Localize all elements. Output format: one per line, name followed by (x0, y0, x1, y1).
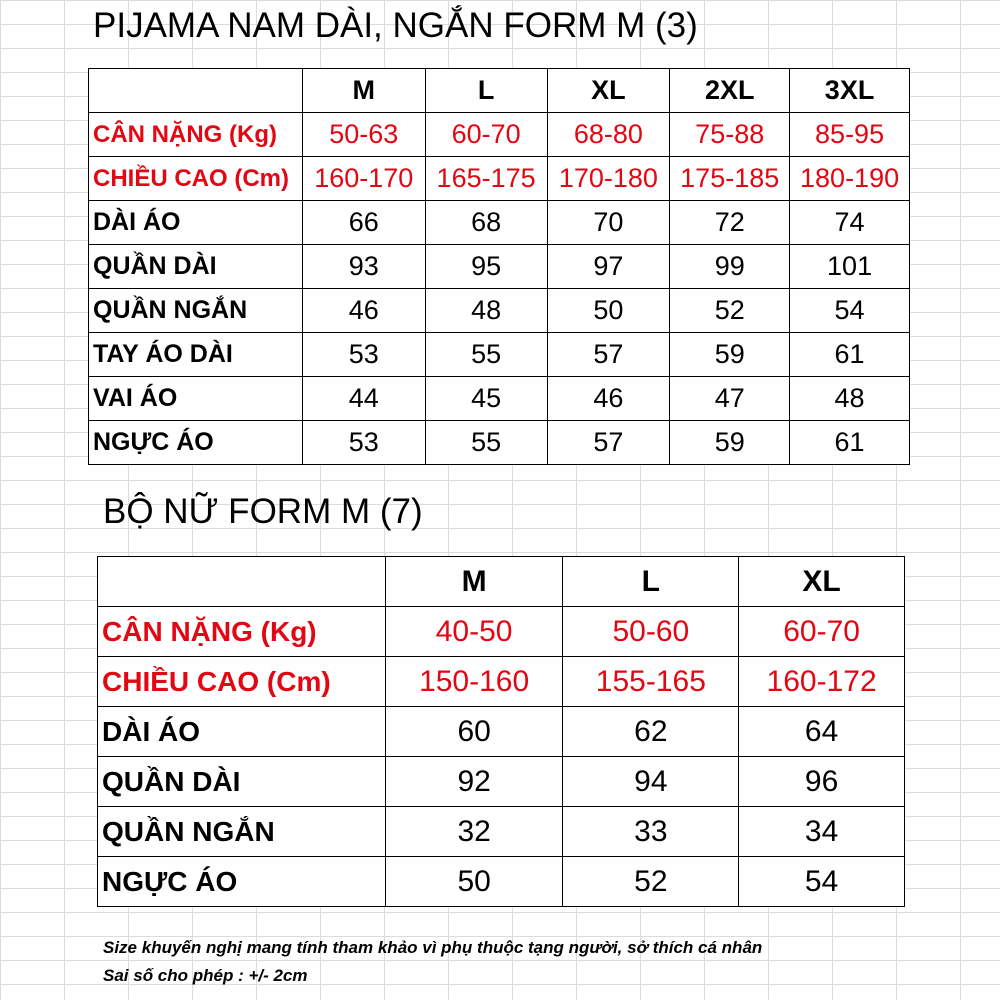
table-row (98, 857, 905, 907)
table-cell: 93 (302, 245, 425, 289)
row-label: CHIỀU CAO (Cm) (98, 657, 386, 707)
table-cell: 57 (547, 421, 670, 465)
table-cell: 60-70 (739, 607, 905, 657)
table-cell: 165-175 (425, 157, 547, 201)
row-label: QUẦN DÀI (89, 245, 303, 289)
size-header: M (302, 69, 425, 113)
table-cell: 160-172 (739, 657, 905, 707)
table-cell: 55 (425, 333, 547, 377)
table-row (89, 201, 910, 245)
table-cell: 68 (425, 201, 547, 245)
row-label: CHIỀU CAO (Cm) (89, 157, 303, 201)
table-cell: 85-95 (790, 113, 910, 157)
table-cell: 150-160 (385, 657, 563, 707)
table-cell: 97 (547, 245, 670, 289)
table-cell: 50-60 (563, 607, 739, 657)
table-cell: 52 (670, 289, 790, 333)
table-row (89, 377, 910, 421)
table-cell: 70 (547, 201, 670, 245)
table-cell: 72 (670, 201, 790, 245)
size-header: XL (547, 69, 670, 113)
table-cell: 47 (670, 377, 790, 421)
height-row (89, 157, 910, 201)
height-row (98, 657, 905, 707)
row-label: NGỰC ÁO (98, 857, 386, 907)
table-row (89, 333, 910, 377)
table-cell: 155-165 (563, 657, 739, 707)
table-cell: 54 (790, 289, 910, 333)
table-cell: 175-185 (670, 157, 790, 201)
size-header: 2XL (670, 69, 790, 113)
table-cell: 96 (739, 757, 905, 807)
table-cell: 68-80 (547, 113, 670, 157)
table-cell: 92 (385, 757, 563, 807)
table-row (89, 421, 910, 465)
row-label: CÂN NẶNG (Kg) (98, 607, 386, 657)
table-cell: 34 (739, 807, 905, 857)
table-cell: 40-50 (385, 607, 563, 657)
size-header: L (563, 557, 739, 607)
row-label: CÂN NẶNG (Kg) (89, 113, 303, 157)
size-header: XL (739, 557, 905, 607)
header-corner-cell (98, 557, 386, 607)
row-label: DÀI ÁO (98, 707, 386, 757)
table-cell: 33 (563, 807, 739, 857)
row-label: QUẦN DÀI (98, 757, 386, 807)
table-cell: 61 (790, 333, 910, 377)
size-header: L (425, 69, 547, 113)
table-cell: 75-88 (670, 113, 790, 157)
weight-row (89, 113, 910, 157)
women-size-table (97, 556, 905, 907)
table-cell: 94 (563, 757, 739, 807)
men-size-table (88, 68, 910, 465)
tolerance-note: Sai số cho phép : +/- 2cm (103, 966, 308, 985)
header-corner-cell (89, 69, 303, 113)
table-cell: 53 (302, 333, 425, 377)
table-cell: 48 (425, 289, 547, 333)
table-cell: 66 (302, 201, 425, 245)
table-row (89, 289, 910, 333)
table-cell: 48 (790, 377, 910, 421)
table-row (89, 245, 910, 289)
table-cell: 55 (425, 421, 547, 465)
weight-row (98, 607, 905, 657)
table-cell: 59 (670, 421, 790, 465)
row-label: QUẦN NGẮN (89, 289, 303, 333)
row-label: QUẦN NGẮN (98, 807, 386, 857)
table-cell: 45 (425, 377, 547, 421)
table-cell: 101 (790, 245, 910, 289)
table-cell: 54 (739, 857, 905, 907)
table-cell: 46 (547, 377, 670, 421)
men-size-chart-title: PIJAMA NAM DÀI, NGẮN FORM M (3) (93, 6, 698, 45)
table-cell: 52 (563, 857, 739, 907)
size-header: 3XL (790, 69, 910, 113)
table-row (98, 757, 905, 807)
table-row (98, 707, 905, 757)
size-disclaimer-note: Size khuyến nghị mang tính tham khảo vì phụ thuộc tạng người, sở thích cá nhân (103, 938, 763, 957)
table-cell: 53 (302, 421, 425, 465)
table-cell: 50 (547, 289, 670, 333)
table-cell: 32 (385, 807, 563, 857)
table-cell: 160-170 (302, 157, 425, 201)
women-size-chart-title: BỘ NỮ FORM M (7) (103, 492, 423, 531)
table-cell: 74 (790, 201, 910, 245)
size-header: M (385, 557, 563, 607)
table-cell: 61 (790, 421, 910, 465)
table-cell: 44 (302, 377, 425, 421)
table-cell: 60-70 (425, 113, 547, 157)
row-label: NGỰC ÁO (89, 421, 303, 465)
header-row (89, 69, 910, 113)
table-cell: 50-63 (302, 113, 425, 157)
table-cell: 60 (385, 707, 563, 757)
table-cell: 95 (425, 245, 547, 289)
row-label: TAY ÁO DÀI (89, 333, 303, 377)
table-cell: 50 (385, 857, 563, 907)
row-label: VAI ÁO (89, 377, 303, 421)
table-cell: 62 (563, 707, 739, 757)
table-cell: 170-180 (547, 157, 670, 201)
table-cell: 180-190 (790, 157, 910, 201)
table-cell: 99 (670, 245, 790, 289)
table-row (98, 807, 905, 857)
row-label: DÀI ÁO (89, 201, 303, 245)
table-cell: 64 (739, 707, 905, 757)
table-cell: 46 (302, 289, 425, 333)
table-cell: 57 (547, 333, 670, 377)
table-cell: 59 (670, 333, 790, 377)
header-row (98, 557, 905, 607)
